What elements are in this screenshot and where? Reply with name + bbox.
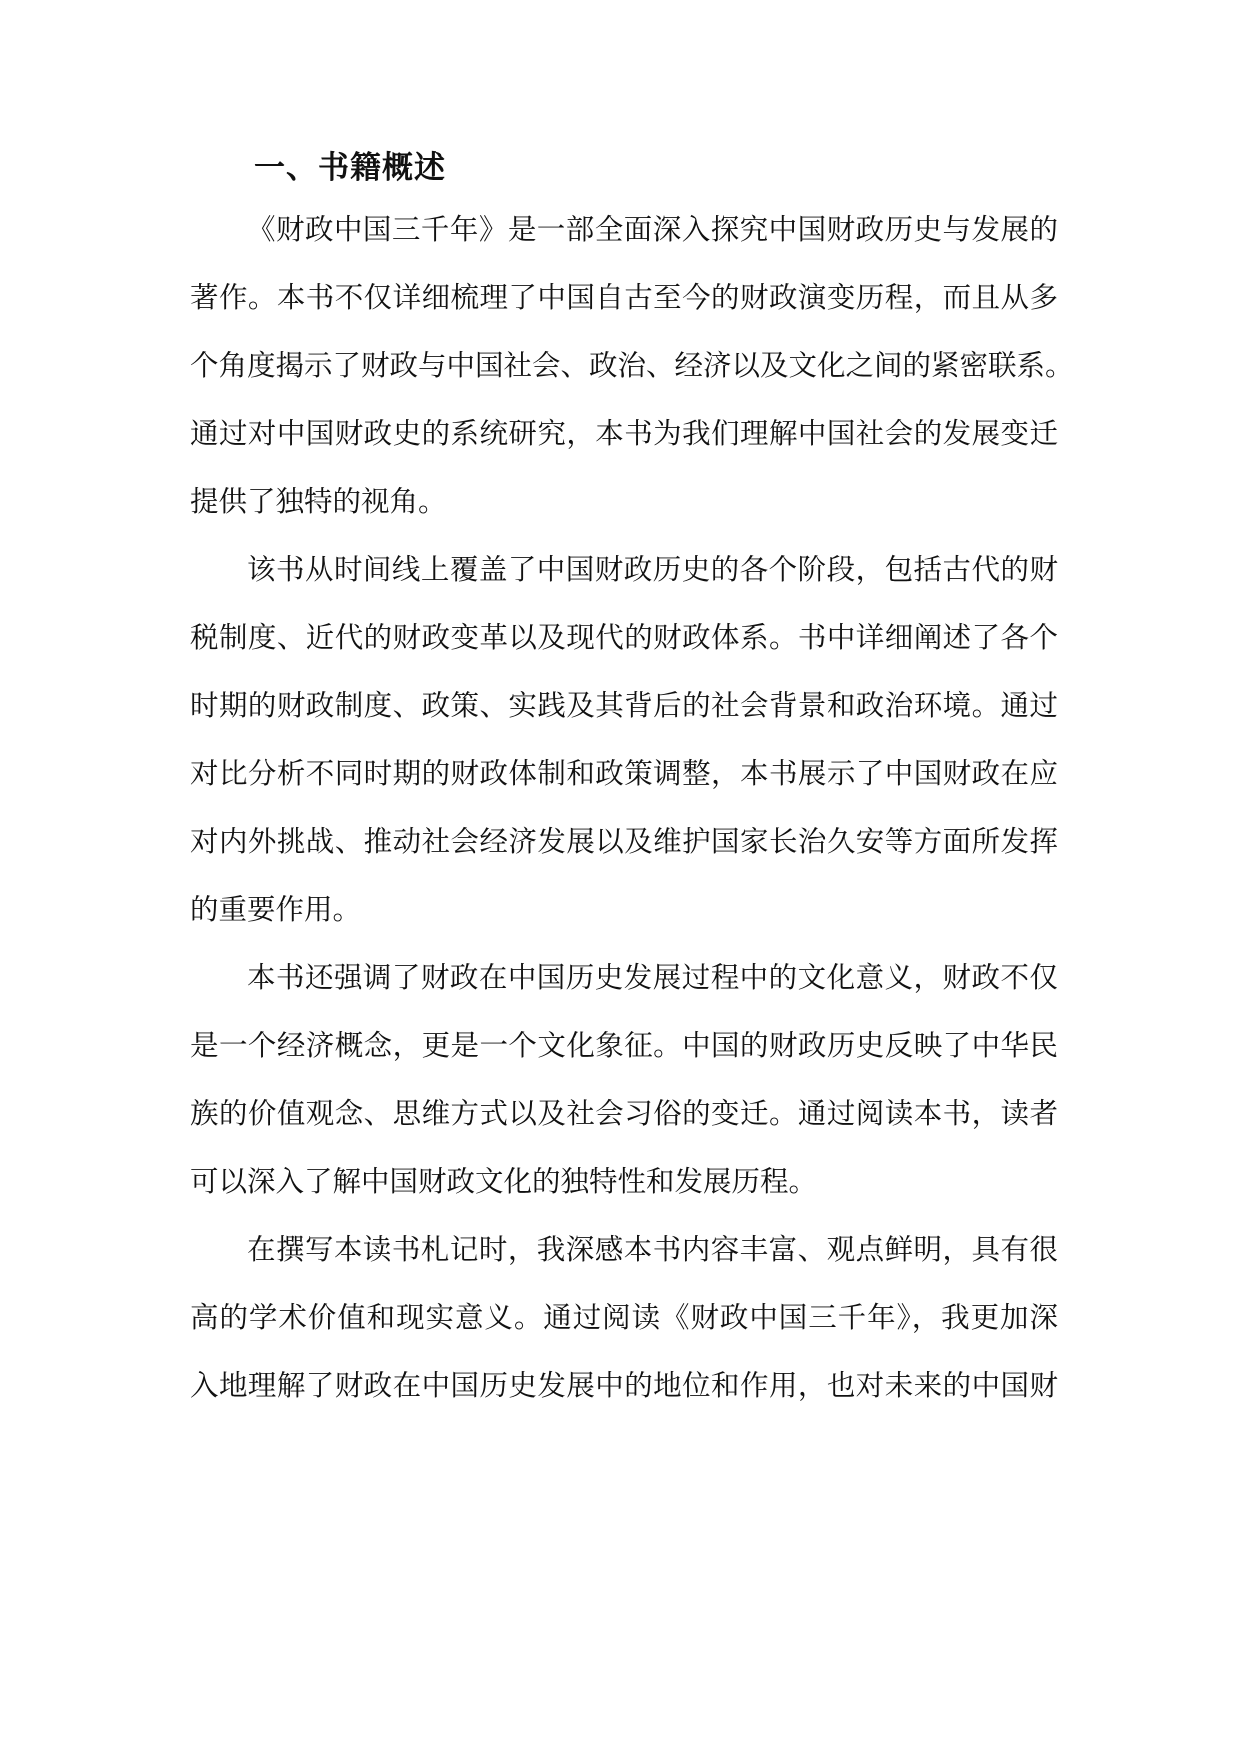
paragraph-line: 通过对中国财政史的系统研究，本书为我们理解中国社会的发展变迁	[190, 417, 1058, 450]
paragraph-line: 对比分析不同时期的财政体制和政策调整，本书展示了中国财政在应	[190, 757, 1058, 790]
paragraph-line: 时期的财政制度、政策、实践及其背后的社会背景和政治环境。通过	[190, 689, 1058, 722]
paragraph-line: 高的学术价值和现实意义。通过阅读《财政中国三千年》，我更加深	[190, 1301, 1058, 1334]
paragraph-line: 可以深入了解中国财政文化的独特性和发展历程。	[190, 1165, 818, 1198]
paragraph-line: 的重要作用。	[190, 893, 362, 926]
paragraph-line: 本书还强调了财政在中国历史发展过程中的文化意义，财政不仅	[247, 961, 1058, 994]
paragraph-line: 是一个经济概念，更是一个文化象征。中国的财政历史反映了中华民	[190, 1029, 1058, 1062]
paragraph-line: 提供了独特的视角。	[190, 485, 447, 518]
paragraph-line: 个角度揭示了财政与中国社会、政治、经济以及文化之间的紧密联系。	[190, 349, 1074, 382]
paragraph-line: 族的价值观念、思维方式以及社会习俗的变迁。通过阅读本书，读者	[190, 1097, 1058, 1130]
section-heading: 一、书籍概述	[254, 150, 446, 186]
paragraph-line: 《财政中国三千年》是一部全面深入探究中国财政历史与发展的	[247, 213, 1058, 246]
paragraph-line: 在撰写本读书札记时，我深感本书内容丰富、观点鲜明，具有很	[247, 1233, 1058, 1266]
paragraph-line: 入地理解了财政在中国历史发展中的地位和作用，也对未来的中国财	[190, 1369, 1058, 1402]
paragraph-line: 税制度、近代的财政变革以及现代的财政体系。书中详细阐述了各个	[190, 621, 1058, 654]
paragraph-line: 著作。本书不仅详细梳理了中国自古至今的财政演变历程，而且从多	[190, 281, 1058, 314]
paragraph-line: 该书从时间线上覆盖了中国财政历史的各个阶段，包括古代的财	[247, 553, 1058, 586]
paragraph-line: 对内外挑战、推动社会经济发展以及维护国家长治久安等方面所发挥	[190, 825, 1058, 858]
